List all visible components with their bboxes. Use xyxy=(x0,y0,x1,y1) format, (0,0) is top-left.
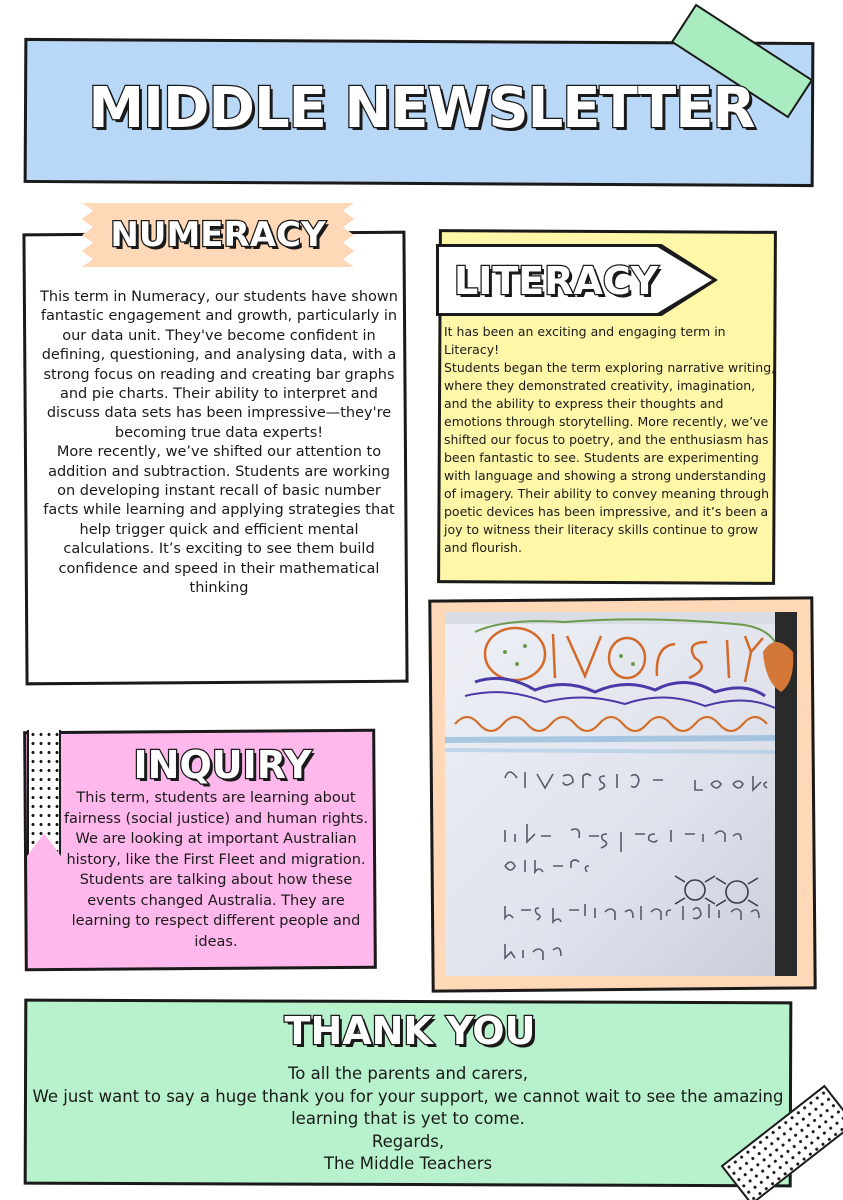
literacy-body-text: It has been an exciting and engaging term in Literacy! Students began the term exploring narrative writing, where they demonstrated creativity, imagination, and the ability to express their thoughts and emotions through storytelling. More recently, we’ve shifted our focus to poetry, and the enthusiasm has been fantastic to see. Students are experimenting with language and showing a strong understanding of imagery. Their ability to convey meaning through poetic devices has been impressive, and it’s been a joy to witness their literacy skills continue to grow and flourish. xyxy=(444,324,776,555)
inquiry-heading: INQUIRY xyxy=(133,743,312,787)
literacy-heading: LITERACY xyxy=(454,259,659,303)
inquiry-body-text: This term, students are learning about fairness (social justice) and human rights. We are looking at important Australian history, like the First Fleet and migration. Students are talking about how these events changed Australia. They are learning to respect different people and ideas. xyxy=(63,790,369,950)
page-title: MIDDLE NEWSLETTER xyxy=(88,76,755,141)
thank-you-heading: THANK YOU xyxy=(284,1009,536,1053)
thank-you-body-text: To all the parents and carers, We just want to say a huge thank you for your support, we cannot wait to see the amazing learning that is yet to come. Regards, The Middle Teachers xyxy=(32,1064,784,1174)
student-artwork-photo xyxy=(445,612,797,976)
numeracy-heading: NUMERACY xyxy=(110,215,326,255)
numeracy-body-text: This term in Numeracy, our students have shown fantastic engagement and growth, particularly in our data unit. They've become confident in defining, questioning, and analysing data, with a strong focus on reading and creating bar graphs and pie charts. Their ability to interpret and discuss data sets has been impressive—they're becoming true data experts! More recently, we’ve shifted our attention to addition and subtraction. Students are working on developing instant recall of basic number facts while learning and applying strategies that help trigger quick and efficient mental calculations. It’s exciting to see them build confidence and speed in their mathematical thinking xyxy=(40,289,398,597)
